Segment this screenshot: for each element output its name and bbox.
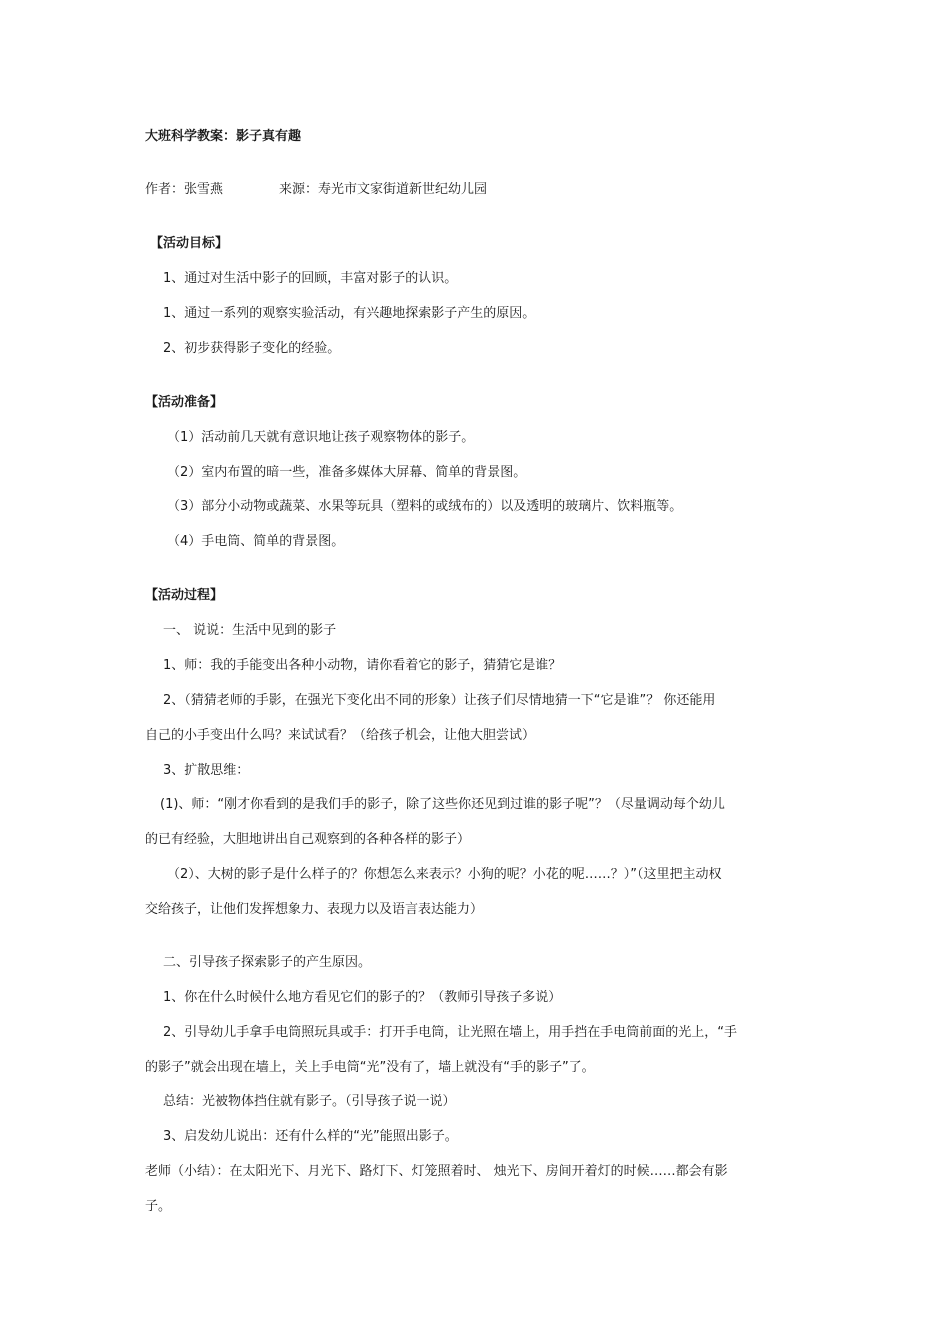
part1-item-continued: 自己的小手变出什么吗？来试试看？（给孩子机会，让他大胆尝试） bbox=[145, 728, 536, 743]
teacher-summary-continued: 子。 bbox=[145, 1199, 172, 1214]
part2-summary: 总结：光被物体挡住就有影子。（引导孩子说一说） bbox=[163, 1094, 456, 1109]
doc-title: 大班科学教案：影子真有趣 bbox=[145, 129, 302, 144]
part2-item: 1、你在什么时候什么地方看见它们的影子的？（教师引导孩子多说） bbox=[163, 990, 562, 1005]
part1-subitem: （2）、大树的影子是什么样子的？你想怎么来表示？小狗的呢？小花的呢……？）”（这里把主动权 bbox=[167, 867, 722, 882]
prep-item: （4）手电筒、简单的背景图。 bbox=[167, 534, 345, 549]
goals-heading: 【活动目标】 bbox=[150, 236, 229, 251]
author: 作者：张雪燕 bbox=[145, 182, 224, 197]
part1-subitem-continued: 的已有经验，大胆地讲出自己观察到的各种各样的影子） bbox=[145, 832, 471, 847]
part1-subitem-continued: 交给孩子，让他们发挥想象力、表现力以及语言表达能力） bbox=[145, 902, 484, 917]
goal-item: 1、通过一系列的观察实验活动，有兴趣地探索影子产生的原因。 bbox=[163, 306, 536, 321]
part2-item: 2、引导幼儿手拿手电筒照玩具或手：打开手电筒，让光照在墙上，用手挡在手电筒前面的光上，“手 bbox=[163, 1025, 738, 1040]
prep-item: （1）活动前几天就有意识地让孩子观察物体的影子。 bbox=[167, 430, 475, 445]
process-heading: 【活动过程】 bbox=[145, 588, 224, 603]
part1-item: 3、扩散思维： bbox=[163, 763, 250, 778]
part2-title: 二、引导孩子探索影子的产生原因。 bbox=[163, 955, 372, 970]
prep-item: （3）部分小动物或蔬菜、水果等玩具（塑料的或绒布的）以及透明的玻璃片、饮料瓶等。 bbox=[167, 499, 683, 514]
prep-heading: 【活动准备】 bbox=[145, 395, 224, 410]
part1-title: 一、 说说：生活中见到的影子 bbox=[163, 623, 337, 638]
goal-item: 2、初步获得影子变化的经验。 bbox=[163, 341, 341, 356]
prep-item: （2）室内布置的暗一些，准备多媒体大屏幕、简单的背景图。 bbox=[167, 465, 527, 480]
part1-subitem: (1)、师：“刚才你看到的是我们手的影子，除了这些你还见到过谁的影子呢”？（尽量调动每个幼儿 bbox=[160, 797, 725, 812]
goal-item: 1、通过对生活中影子的回顾，丰富对影子的认识。 bbox=[163, 271, 458, 286]
part2-item: 3、启发幼儿说出：还有什么样的“光”能照出影子。 bbox=[163, 1129, 458, 1144]
part1-item: 1、师：我的手能变出各种小动物，请你看着它的影子，猜猜它是谁？ bbox=[163, 658, 562, 673]
source: 来源：寿光市文家街道新世纪幼儿园 bbox=[279, 182, 488, 197]
teacher-summary: 老师（小结）：在太阳光下、月光下、路灯下、灯笼照着时、 烛光下、房间开着灯的时候……都会有影 bbox=[145, 1164, 728, 1179]
part1-item: 2、（猜猜老师的手影，在强光下变化出不同的形象）让孩子们尽情地猜一下“它是谁”？ 你还能用 bbox=[163, 693, 716, 708]
part2-item-continued: 的影子”就会出现在墙上，关上手电筒“光”没有了，墙上就没有“手的影子”了。 bbox=[145, 1060, 595, 1075]
